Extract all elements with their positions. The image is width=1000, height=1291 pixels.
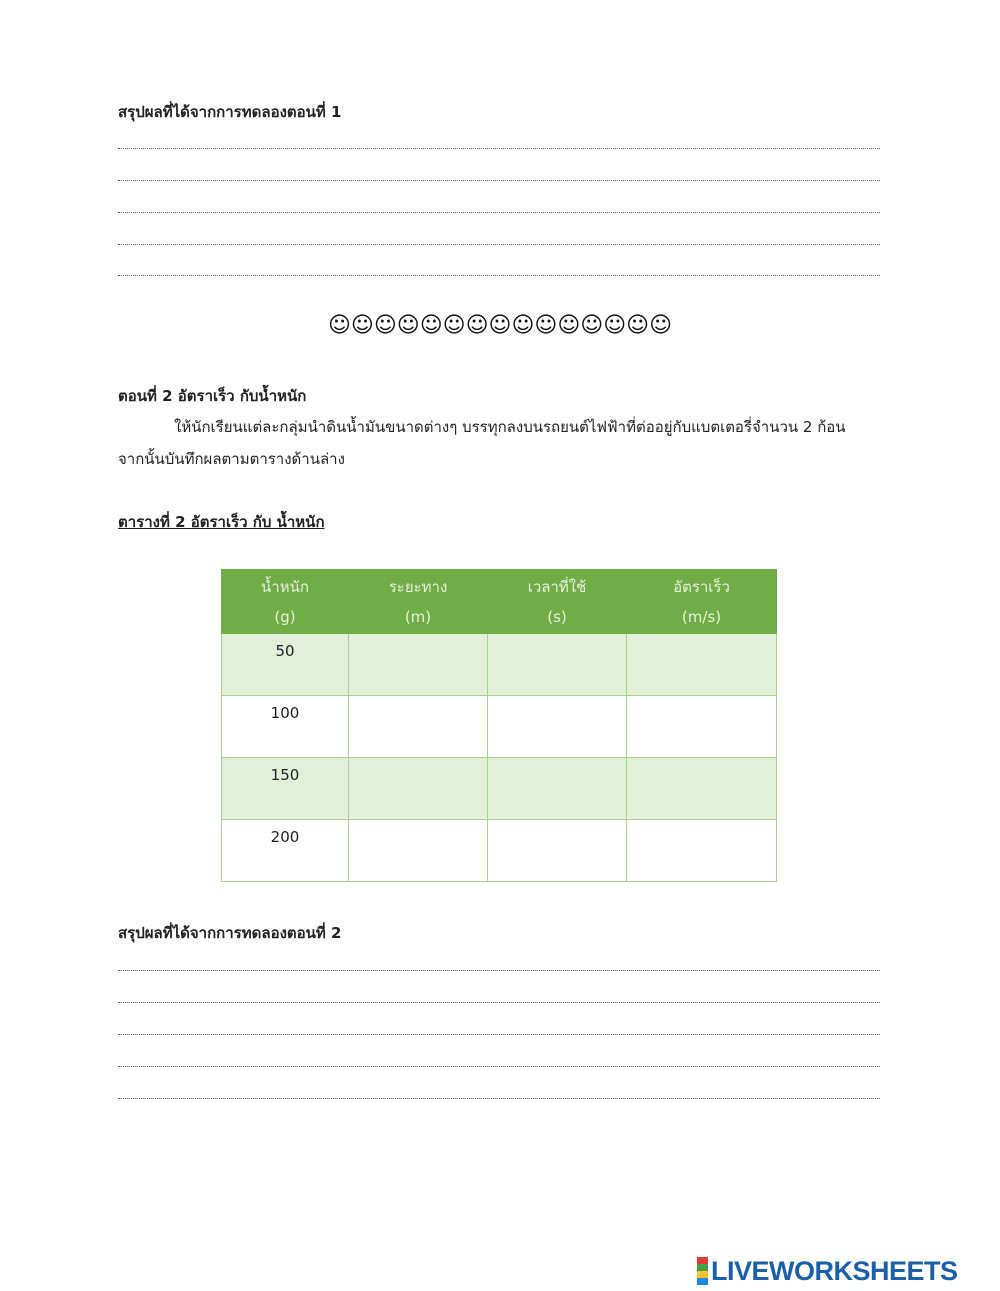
speed-input-cell[interactable] [627, 758, 777, 820]
answer-line[interactable] [118, 1002, 880, 1003]
speed-input-cell[interactable] [627, 634, 777, 696]
header-unit: (g) [274, 607, 296, 626]
instruction-text: ให้นักเรียนแต่ละกลุ่มนำดินน้ำมันขนาดต่างๆ บรรทุกลงบนรถยนต์ไฟฟ้าที่ต่ออยู่กับแบตเตอรี่จำนวน 2 ก้อน จากนั้นบันทึกผลตามตารางด้านล่าง [118, 418, 846, 468]
weight-cell: 50 [222, 634, 349, 696]
time-input-cell[interactable] [488, 820, 627, 882]
header-speed [627, 570, 777, 634]
answer-line[interactable] [118, 1034, 880, 1035]
weight-cell: 200 [222, 820, 349, 882]
summary-1-heading: สรุปผลที่ได้จากการทดลองตอนที่ 1 [118, 103, 342, 121]
distance-input-cell[interactable] [349, 758, 488, 820]
time-input-cell[interactable] [488, 634, 627, 696]
time-input-cell[interactable] [488, 696, 627, 758]
weight-cell: 100 [222, 696, 349, 758]
table-row [222, 820, 777, 882]
logo-text: LIVEWORKSHEETS [711, 1255, 958, 1286]
part-2-heading: ตอนที่ 2 อัตราเร็ว กับน้ำหนัก [118, 387, 307, 405]
part-2-instruction [118, 411, 863, 475]
distance-input-cell[interactable] [349, 696, 488, 758]
header-weight [222, 570, 349, 634]
summary-2-heading: สรุปผลที่ได้จากการทดลองตอนที่ 2 [118, 924, 342, 942]
answer-line[interactable] [118, 1098, 880, 1099]
distance-input-cell[interactable] [349, 820, 488, 882]
answer-line[interactable] [118, 1066, 880, 1067]
header-label: อัตราเร็ว [673, 577, 730, 596]
time-input-cell[interactable] [488, 758, 627, 820]
table-caption: ตารางที่ 2 อัตราเร็ว กับ น้ำหนัก [118, 513, 325, 531]
smiley-divider: ☺☺☺☺☺☺☺☺☺☺☺☺☺☺☺ [327, 313, 673, 338]
weight-cell: 150 [222, 758, 349, 820]
answer-line[interactable] [118, 180, 880, 181]
liveworksheets-logo [697, 1256, 958, 1286]
logo-blocks-icon [697, 1257, 708, 1285]
header-label: น้ำหนัก [261, 577, 309, 596]
table-row [222, 696, 777, 758]
answer-line[interactable] [118, 244, 880, 245]
answer-line[interactable] [118, 970, 880, 971]
distance-input-cell[interactable] [349, 634, 488, 696]
header-unit: (s) [547, 607, 567, 626]
table-row [222, 634, 777, 696]
header-distance [349, 570, 488, 634]
header-unit: (m) [404, 607, 432, 626]
answer-line[interactable] [118, 148, 880, 149]
header-time [488, 570, 627, 634]
header-label: ระยะทาง [388, 577, 448, 596]
table-header-row [222, 570, 777, 634]
header-unit: (m/s) [681, 607, 722, 626]
answer-line[interactable] [118, 212, 880, 213]
header-label: เวลาที่ใช้ [527, 577, 587, 596]
answer-line[interactable] [118, 275, 880, 276]
speed-input-cell[interactable] [627, 696, 777, 758]
results-table [221, 569, 777, 882]
table-row [222, 758, 777, 820]
speed-input-cell[interactable] [627, 820, 777, 882]
